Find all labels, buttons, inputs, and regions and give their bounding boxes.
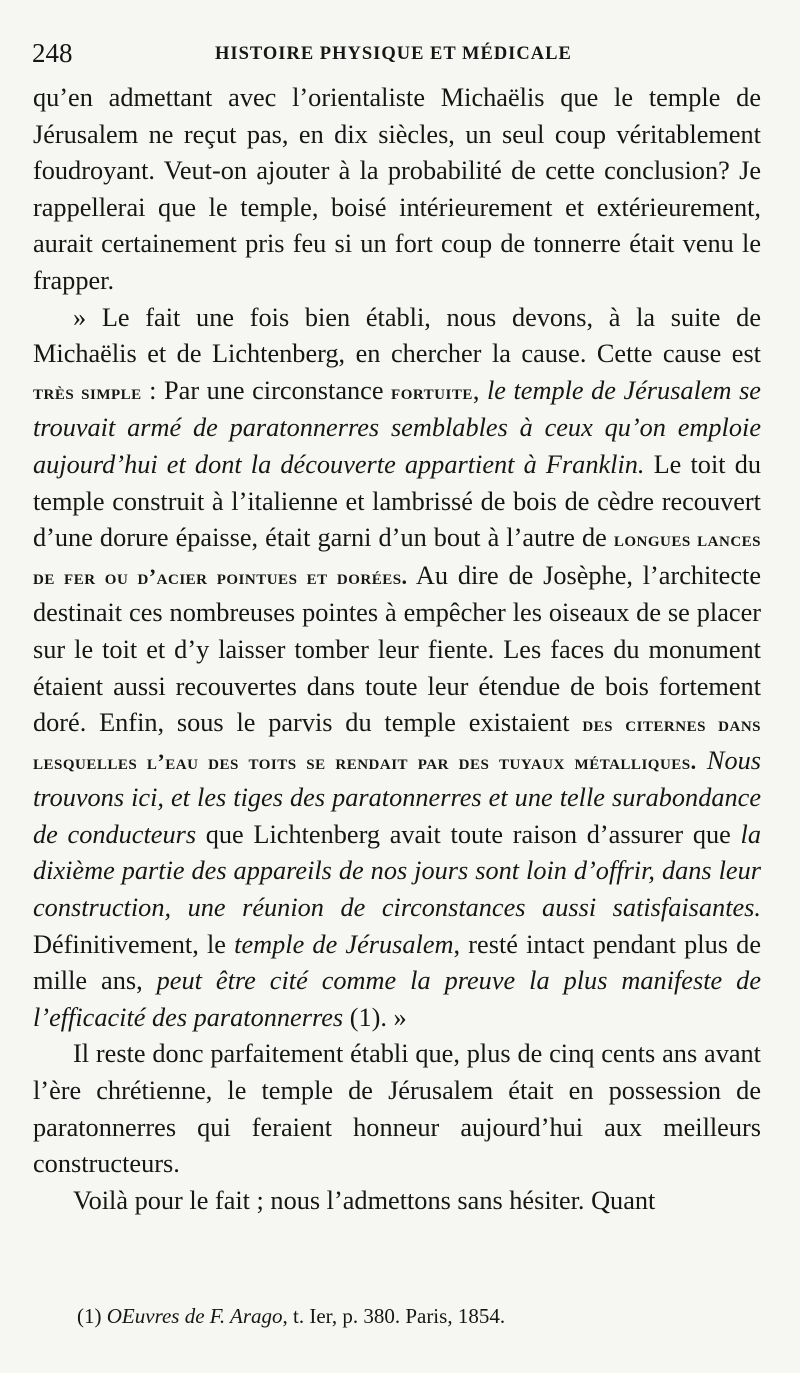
- footnote-reference: (1). »: [343, 1002, 407, 1032]
- small-caps-span: fortuite: [391, 378, 473, 404]
- small-caps-span: des citernes dans lesquelles l’eau des toits se rendait par des tuyaux métalliques.: [33, 711, 761, 774]
- italic-span: le temple de Jérusalem se trouvait armé de paratonnerres semblables à ceux qu’on emploie aujourd’hui et dont la découverte appartient à Franklin.: [33, 375, 761, 479]
- footnote-marker: (1): [77, 1304, 107, 1328]
- italic-span: Nous trouvons ici, et les tiges des paratonnerres et une telle surabondance de conducteurs: [33, 745, 761, 849]
- italic-span: temple de Jérusalem: [234, 929, 454, 959]
- text-span: : Par une circonstance: [141, 375, 392, 405]
- text-span: » Le fait une fois bien établi, nous devons, à la suite de Michaëlis et de Lichtenberg, en chercher la cause. Cette cause est: [33, 302, 761, 369]
- text-span: Au dire de Josèphe, l’architecte destinait ces nombreuses pointes à empêcher les oiseaux de se placer sur le toit et d’y laisser tomber leur fiente. Les faces du monument étaient aussi recouvertes dans toute leur étendue de bois fortement doré. Enfin, sous le parvis du temple existaient: [33, 560, 761, 738]
- footnote-work-title: OEuvres de F. Arago: [106, 1304, 283, 1328]
- small-caps-span: longues lances de fer ou d’acier pointues et dorées.: [33, 526, 761, 589]
- running-title: HISTOIRE PHYSIQUE ET MÉDICALE: [215, 44, 572, 64]
- paragraph-1: qu’en admettant avec l’orientaliste Michaëlis que le temple de Jérusalem ne reçut pas, en dix siècles, un seul coup véritablement foudroyant. Veut-on ajouter à la probabilité de cette conclusion? Je rappellerai que le temple, boisé intérieurement et extérieurement, aurait certainement pris feu si un fort coup de tonnerre était venu le frapper.: [33, 83, 761, 295]
- paragraph-4: Voilà pour le fait ; nous l’admettons sans hésiter. Quant: [73, 1185, 656, 1215]
- paragraph-2: [33, 300, 761, 1037]
- text-span: Définitivement, le: [33, 929, 235, 959]
- text-span: que Lichtenberg avait toute raison d’assurer que: [196, 819, 741, 849]
- footnote: [77, 1302, 767, 1330]
- body-text: [33, 80, 761, 1219]
- italic-span: peut être cité comme la preuve la plus manifeste de l’efficacité des paratonnerres: [33, 966, 761, 1032]
- page-number: 248: [32, 38, 73, 68]
- footnote-citation: , t. Ier, p. 380. Paris, 1854.: [282, 1304, 506, 1328]
- text-span: ,: [472, 375, 487, 405]
- small-caps-span: très simple: [33, 378, 142, 404]
- text-span: Le toit du temple construit à l’italienne et lambrissé de bois de cèdre recouvert d’une dorure épaisse, était garni d’un bout à l’autre de: [33, 449, 761, 553]
- page-header: [32, 38, 780, 70]
- italic-span: la dixième partie des appareils de nos jours sont loin d’offrir, dans leur construction, une réunion de circonstances aussi satisfaisantes.: [33, 819, 761, 923]
- text-span: , resté intact pendant plus de mille ans,: [33, 929, 761, 996]
- paragraph-3: Il reste donc parfaitement établi que, plus de cinq cents ans avant l’ère chrétienne, le temple de Jérusalem était en possession de paratonnerres qui feraient honneur aujourd’hui aux meilleurs constructeurs.: [33, 1039, 761, 1179]
- text-span: [697, 746, 707, 775]
